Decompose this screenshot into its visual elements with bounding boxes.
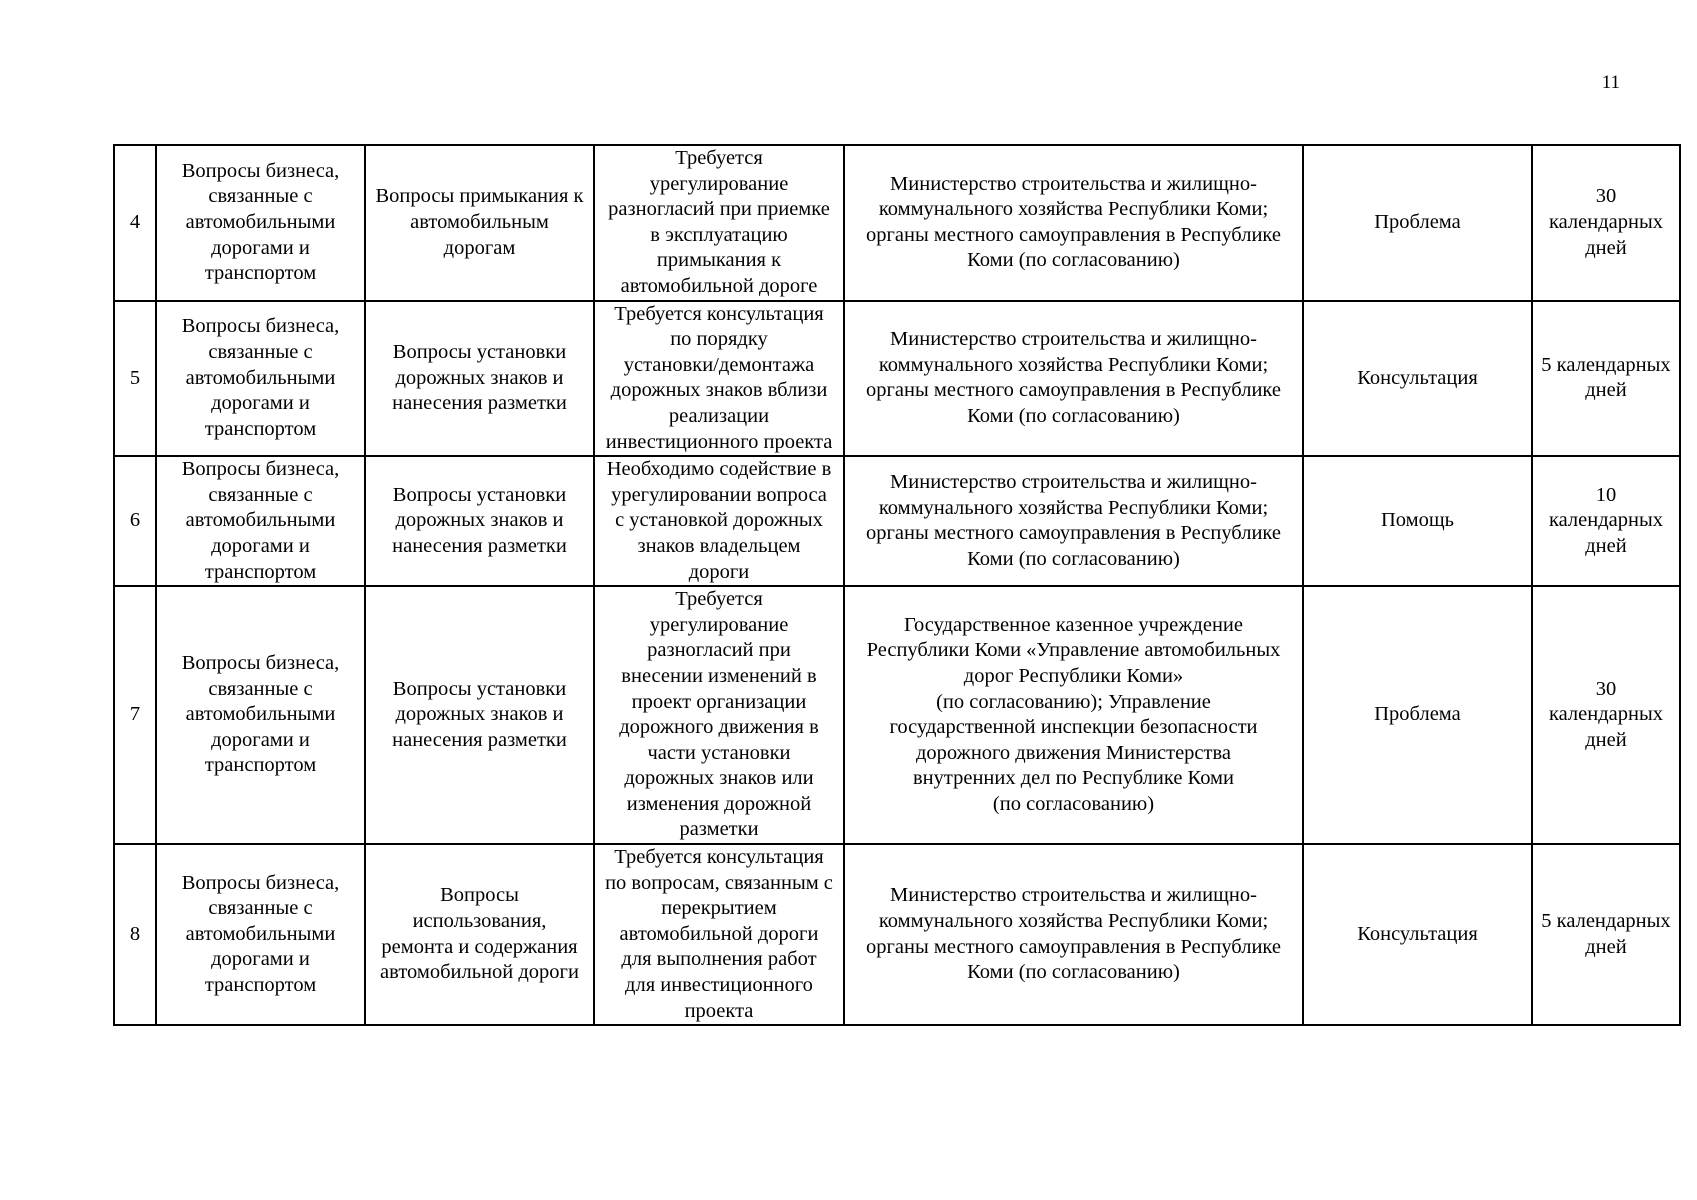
- table-row: [114, 844, 1680, 1025]
- request-type-cell: Помощь: [1303, 456, 1532, 586]
- term-cell: 30 календарных дней: [1532, 586, 1680, 844]
- category-cell: Вопросы бизнеса, связанные с автомобильными дорогами и транспортом: [156, 301, 365, 457]
- row-number: 7: [114, 586, 156, 844]
- request-type-cell: Проблема: [1303, 145, 1532, 301]
- description-cell: Требуется консультация по порядку установки/демонтажа дорожных знаков вблизи реализации инвестиционного проекта: [594, 301, 844, 457]
- request-type-cell: Проблема: [1303, 586, 1532, 844]
- description-cell: Требуется урегулирование разногласий при приемке в эксплуатацию примыкания к автомобильной дороге: [594, 145, 844, 301]
- table-row: [114, 145, 1680, 301]
- term-cell: 5 календарных дней: [1532, 301, 1680, 457]
- category-cell: Вопросы бизнеса, связанные с автомобильными дорогами и транспортом: [156, 145, 365, 301]
- request-type-cell: Консультация: [1303, 301, 1532, 457]
- category-cell: Вопросы бизнеса, связанные с автомобильными дорогами и транспортом: [156, 844, 365, 1025]
- category-cell: Вопросы бизнеса, связанные с автомобильными дорогами и транспортом: [156, 586, 365, 844]
- request-type-cell: Консультация: [1303, 844, 1532, 1025]
- organization-cell: Министерство строительства и жилищно- коммунального хозяйства Республики Коми; органы местного самоуправления в Республике Коми (по согласованию): [844, 145, 1303, 301]
- subcategory-cell: Вопросы примыкания к автомобильным дорогам: [365, 145, 594, 301]
- organization-cell: Государственное казенное учреждение Республики Коми «Управление автомобильных дорог Республики Коми» (по согласованию); Управление государственной инспекции безопасности дорожного движения Министерства внутренних дел по Республике Коми (по согласованию): [844, 586, 1303, 844]
- subcategory-cell: Вопросы установки дорожных знаков и нанесения разметки: [365, 301, 594, 457]
- subcategory-cell: Вопросы использования, ремонта и содержания автомобильной дороги: [365, 844, 594, 1025]
- term-cell: 30 календарных дней: [1532, 145, 1680, 301]
- table-row: [114, 586, 1680, 844]
- table-row: [114, 456, 1680, 586]
- term-cell: 10 календарных дней: [1532, 456, 1680, 586]
- page-number: 11: [1601, 72, 1620, 93]
- measures-table: [113, 144, 1681, 1026]
- category-cell: Вопросы бизнеса, связанные с автомобильными дорогами и транспортом: [156, 456, 365, 586]
- organization-cell: Министерство строительства и жилищно- коммунального хозяйства Республики Коми; органы местного самоуправления в Республике Коми (по согласованию): [844, 844, 1303, 1025]
- subcategory-cell: Вопросы установки дорожных знаков и нанесения разметки: [365, 456, 594, 586]
- row-number: 4: [114, 145, 156, 301]
- table-row: [114, 301, 1680, 457]
- subcategory-cell: Вопросы установки дорожных знаков и нанесения разметки: [365, 586, 594, 844]
- description-cell: Необходимо содействие в урегулировании вопроса с установкой дорожных знаков владельцем дороги: [594, 456, 844, 586]
- row-number: 8: [114, 844, 156, 1025]
- term-cell: 5 календарных дней: [1532, 844, 1680, 1025]
- organization-cell: Министерство строительства и жилищно- коммунального хозяйства Республики Коми; органы местного самоуправления в Республике Коми (по согласованию): [844, 456, 1303, 586]
- row-number: 6: [114, 456, 156, 586]
- organization-cell: Министерство строительства и жилищно- коммунального хозяйства Республики Коми; органы местного самоуправления в Республике Коми (по согласованию): [844, 301, 1303, 457]
- row-number: 5: [114, 301, 156, 457]
- description-cell: Требуется консультация по вопросам, связанным с перекрытием автомобильной дороги для выполнения работ для инвестиционного проекта: [594, 844, 844, 1025]
- description-cell: Требуется урегулирование разногласий при внесении изменений в проект организации дорожного движения в части установки дорожных знаков или изменения дорожной разметки: [594, 586, 844, 844]
